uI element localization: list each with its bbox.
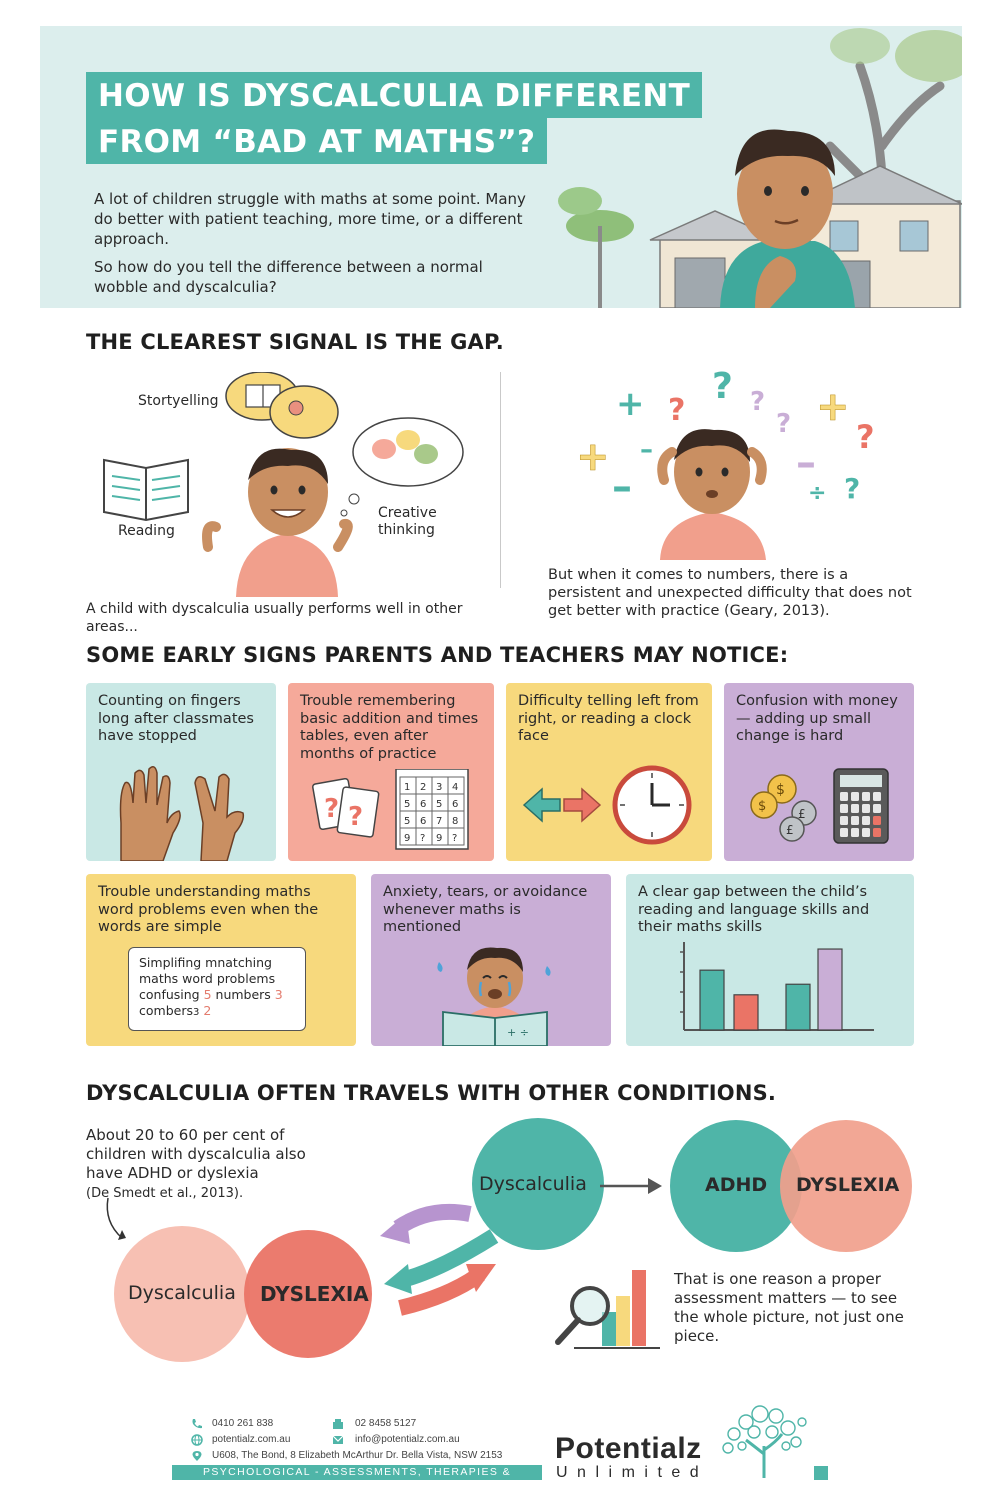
comorbidity-stat-text: About 20 to 60 per cent of children with dyscalculia also have ADHD or dyslexia: [86, 1126, 306, 1182]
gap-divider: [500, 372, 501, 588]
sign-card-anxiety: [371, 874, 611, 1046]
grid-cell-value: 1: [404, 782, 411, 793]
hero-intro: [94, 189, 534, 297]
footer-address: U608, The Bond, 8 Elizabeth McArthur Dr. Bella Vista, NSW 2153: [212, 1450, 503, 1461]
svg-text:£: £: [798, 807, 806, 821]
word-problem-line-2: maths word problems: [139, 971, 276, 986]
grid-cell-value: 6: [420, 816, 427, 827]
word-problem-text: combers: [139, 1003, 193, 1018]
footer-tagline: PSYCHOLOGICAL - ASSESSMENTS, THERAPIES & REPORTS: [172, 1465, 542, 1480]
hero-paragraph-2: So how do you tell the difference between a normal wobble and dyscalculia?: [94, 258, 483, 296]
arrows-and-clock-icon: [520, 763, 700, 853]
calculator-key: [862, 804, 870, 813]
boy-thinking-illustration: [530, 26, 962, 308]
svg-text:+: +: [576, 434, 610, 480]
footer-phone[interactable]: 0410 261 838: [212, 1418, 274, 1429]
calculator-key: [873, 828, 881, 837]
gap-left-caption: A child with dyscalculia usually performs well in other areas...: [86, 601, 463, 635]
svg-text:?: ?: [750, 387, 766, 417]
hands-counting-icon: [111, 763, 261, 861]
hero-banner: [40, 26, 962, 308]
sign-card-skills-gap: [626, 874, 914, 1046]
word-problem-line-1: Simplifing mnatching: [139, 955, 272, 970]
gap-right-caption: But when it comes to numbers, there is a persistent and unexpected difficulty that does not get better with practice (Geary, 2013).: [548, 567, 912, 619]
magnifier-handle-icon: [558, 1320, 578, 1342]
sign-card-money: [724, 683, 914, 861]
footer-email[interactable]: info@potentialz.com.au: [355, 1434, 460, 1445]
skills-gap-bar-chart: [678, 942, 878, 1034]
calculator-key: [851, 816, 859, 825]
label-dyscalculia-left: Dyscalculia: [128, 1282, 236, 1304]
svg-text:?: ?: [776, 409, 792, 439]
calculator-key: [873, 804, 881, 813]
assessment-bar: [632, 1270, 646, 1346]
calculator-key: [873, 792, 881, 801]
brand-subtitle: Unlimited: [556, 1464, 709, 1481]
svg-text:–: –: [640, 435, 653, 465]
flashcards-and-times-table-icon: [308, 769, 478, 851]
svg-text:÷: ÷: [808, 481, 827, 506]
comorbidity-citation: (De Smedt et al., 2013).: [86, 1186, 244, 1201]
coins-and-calculator-icon: [746, 765, 906, 855]
signs-heading: SOME EARLY SIGNS PARENTS AND TEACHERS MAY NOTICE:: [86, 643, 789, 667]
label-dyslexia-left: DYSLEXIA: [260, 1282, 369, 1306]
title-line-2: FROM “BAD AT MATHS”?: [86, 118, 547, 164]
arrowhead-icon: [380, 1214, 410, 1244]
gap-bar: [818, 949, 842, 1030]
phone-icon: [191, 1418, 203, 1430]
brand-accent-square: [814, 1466, 828, 1480]
grid-cell-value: 9: [404, 833, 411, 844]
arrowhead-icon: [648, 1178, 662, 1194]
word-problem-text: numbers: [211, 987, 275, 1002]
calculator-key: [862, 828, 870, 837]
label-dyscalculia-center: Dyscalculia: [479, 1173, 587, 1195]
calculator-key: [862, 816, 870, 825]
svg-text:?: ?: [712, 366, 733, 407]
globe-icon: [191, 1434, 203, 1446]
brand-name: Potentialz: [555, 1432, 702, 1465]
gap-bar: [786, 984, 810, 1030]
svg-text:?: ?: [668, 393, 686, 428]
sign-card-addition-tables: [288, 683, 494, 861]
grid-cell-value: 5: [404, 816, 411, 827]
purple-arrow: [398, 1212, 470, 1228]
svg-text:$: $: [758, 799, 767, 814]
grid-cell-value: 9: [436, 833, 443, 844]
calculator-key: [840, 816, 848, 825]
crying-child-with-book-icon: [431, 932, 561, 1046]
gap-left-panel: [86, 372, 496, 635]
email-icon: [332, 1434, 344, 1446]
label-dyslexia-right: DYSLEXIA: [796, 1174, 900, 1196]
grid-cell-value: 4: [452, 782, 459, 793]
calculator-key: [862, 792, 870, 801]
footer-website[interactable]: potentialz.com.au: [212, 1434, 291, 1445]
sign-card-text: Confusion with money — adding up small change is hard: [736, 693, 898, 744]
word-problem-example: [128, 947, 306, 1031]
grid-cell-value: ?: [452, 833, 458, 844]
comorbidity-stat: [86, 1126, 346, 1203]
calculator-key: [840, 828, 848, 837]
tree-logo-icon: [716, 1402, 812, 1478]
word-problem-number: 5: [203, 987, 212, 1002]
sign-card-left-right-clock: [506, 683, 712, 861]
sign-card-counting-fingers: [86, 683, 276, 861]
label-creative-thinking: Creative thinking: [378, 505, 437, 538]
word-problem-line-3: [139, 987, 295, 1003]
svg-text:$: $: [776, 782, 785, 798]
calculator-key: [840, 792, 848, 801]
sign-card-text: Trouble remembering basic addition and times tables, even after months of practice: [300, 693, 479, 762]
title-line-1: HOW IS DYSCALCULIA DIFFERENT: [86, 72, 702, 118]
location-pin-icon: [191, 1450, 203, 1462]
word-problem-number: 3: [274, 987, 283, 1002]
grid-cell-value: 8: [452, 816, 459, 827]
word-problem-text: confusing: [139, 987, 204, 1002]
hero-paragraph-1: A lot of children struggle with maths at some point. Many do better with patient teaching, more time, or a different approach.: [94, 190, 526, 248]
grid-cell-value: ?: [420, 833, 426, 844]
calculator-key: [873, 816, 881, 825]
sign-card-text: Trouble understanding maths word problems even when the words are simple: [98, 884, 319, 935]
sign-card-text: Counting on fingers long after classmates have stopped: [98, 693, 254, 744]
calculator-key: [851, 804, 859, 813]
assessment-note: That is one reason a proper assessment matters — to see the whole picture, not just one piece.: [674, 1270, 904, 1345]
assessment-bar: [616, 1296, 630, 1346]
svg-text:+: +: [616, 384, 645, 424]
gap-right-panel: [540, 360, 920, 630]
calculator-key: [840, 804, 848, 813]
calculator-key: [851, 828, 859, 837]
conditions-heading: DYSCALCULIA OFTEN TRAVELS WITH OTHER CONDITIONS.: [86, 1081, 777, 1105]
grid-cell-value: 7: [436, 816, 443, 827]
svg-text:?: ?: [324, 794, 340, 824]
confused-boy-numbers-illustration: [540, 360, 920, 560]
word-problem-number: 2: [199, 1003, 212, 1018]
grid-cell-value: 2: [420, 782, 427, 793]
svg-text:–: –: [796, 440, 816, 486]
svg-text:+ ÷: + ÷: [507, 1026, 529, 1039]
word-problem-number: 3: [192, 1007, 200, 1018]
grid-cell-value: 5: [404, 799, 411, 810]
grid-cell-value: 6: [452, 799, 459, 810]
pointer-arrow: [107, 1198, 122, 1238]
fax-icon: [332, 1418, 344, 1430]
gap-bar: [700, 970, 724, 1030]
times-table-grid: [400, 777, 464, 845]
svg-text:?: ?: [348, 802, 364, 832]
gap-heading: THE CLEAREST SIGNAL IS THE GAP.: [86, 330, 504, 354]
label-storytelling: Stortyelling: [138, 393, 219, 409]
svg-text:–: –: [612, 464, 632, 510]
svg-text:?: ?: [844, 472, 861, 505]
svg-text:£: £: [786, 823, 794, 837]
svg-text:+: +: [816, 384, 850, 430]
grid-cell-value: 3: [436, 782, 443, 793]
arrowhead-icon: [384, 1264, 412, 1294]
grid-cell-value: 6: [420, 799, 427, 810]
sign-card-text: A clear gap between the child’s reading and language skills and their maths skills: [638, 884, 870, 935]
svg-text:?: ?: [856, 418, 875, 456]
footer-fax: 02 8458 5127: [355, 1418, 417, 1429]
gap-bar: [734, 995, 758, 1030]
gap-bars: [700, 949, 842, 1030]
sign-card-text: Difficulty telling left from right, or reading a clock face: [518, 693, 699, 744]
label-adhd: ADHD: [705, 1174, 768, 1196]
word-problem-line-4: [139, 1003, 295, 1021]
calculator-key: [851, 792, 859, 801]
label-reading: Reading: [118, 523, 175, 539]
grid-cell-value: 5: [436, 799, 443, 810]
sign-card-text: Anxiety, tears, or avoidance whenever maths is mentioned: [383, 884, 588, 935]
